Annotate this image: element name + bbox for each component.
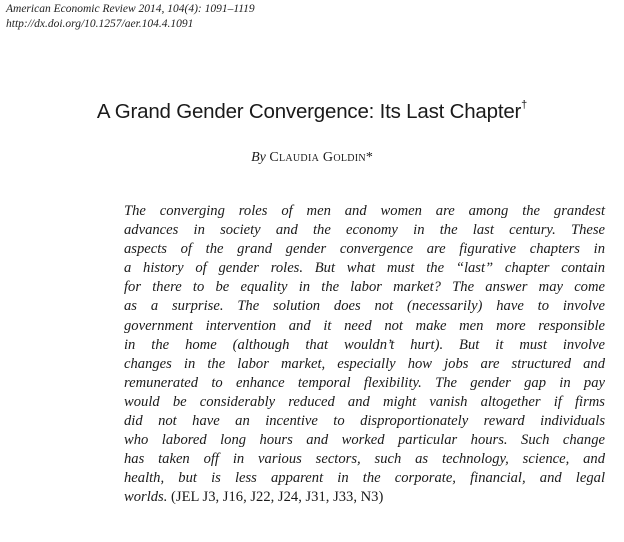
- abstract-line: in the home (although that wouldn’t hurt). But it must involve: [124, 336, 605, 353]
- title-footnote-mark[interactable]: †: [521, 99, 528, 112]
- doi-link[interactable]: http://dx.doi.org/10.1257/aer.104.4.1091: [6, 18, 194, 30]
- jel-codes: (JEL J3, J16, J22, J24, J31, J33, N3): [171, 489, 384, 506]
- paper-title-text: A Grand Gender Convergence: Its Last Chapter: [96, 100, 522, 123]
- author-name: Claudia Goldin: [269, 150, 366, 165]
- abstract-line: advances in society and the economy in the last century. These: [124, 222, 605, 239]
- abstract-line: changes in the labor market, especially how jobs are structured and: [124, 355, 605, 372]
- abstract-line: a history of gender roles. But what must the “last” chapter contain: [124, 260, 605, 277]
- author-footnote-mark[interactable]: *: [365, 150, 373, 165]
- abstract-line: for there to be equality in the labor market? The answer may come: [124, 279, 605, 296]
- abstract: [124, 202, 605, 508]
- journal-citation: American Economic Review 2014, 104(4): 1091–1119: [6, 3, 255, 15]
- abstract-line: aspects of the grand gender convergence are figurative chapters in: [124, 241, 605, 258]
- byline-prefix: By: [251, 150, 266, 165]
- journal-header: [6, 2, 255, 32]
- paper-title: [0, 100, 624, 124]
- abstract-line: remunerated to enhance temporal flexibility. The gender gap in pay: [124, 374, 605, 391]
- abstract-line: government intervention and it need not make men more responsible: [124, 317, 605, 334]
- abstract-line: who labored long hours and worked particular hours. Such change: [124, 432, 605, 449]
- abstract-line: did not have an incentive to disproportionately reward individuals: [124, 413, 605, 430]
- abstract-line: as a surprise. The solution does not (necessarily) have to involve: [124, 298, 605, 315]
- abstract-line: The converging roles of men and women are among the grandest: [124, 203, 605, 219]
- abstract-line: health, but is less apparent in the corporate, financial, and legal: [124, 470, 605, 487]
- abstract-line: has taken off in various sectors, such as technology, science, and: [124, 451, 605, 468]
- author-byline: [0, 150, 624, 166]
- abstract-last-line-prefix: worlds.: [124, 489, 168, 506]
- abstract-line: would be considerably reduced and might vanish altogether if firms: [124, 393, 605, 410]
- abstract-last-line: [124, 488, 605, 507]
